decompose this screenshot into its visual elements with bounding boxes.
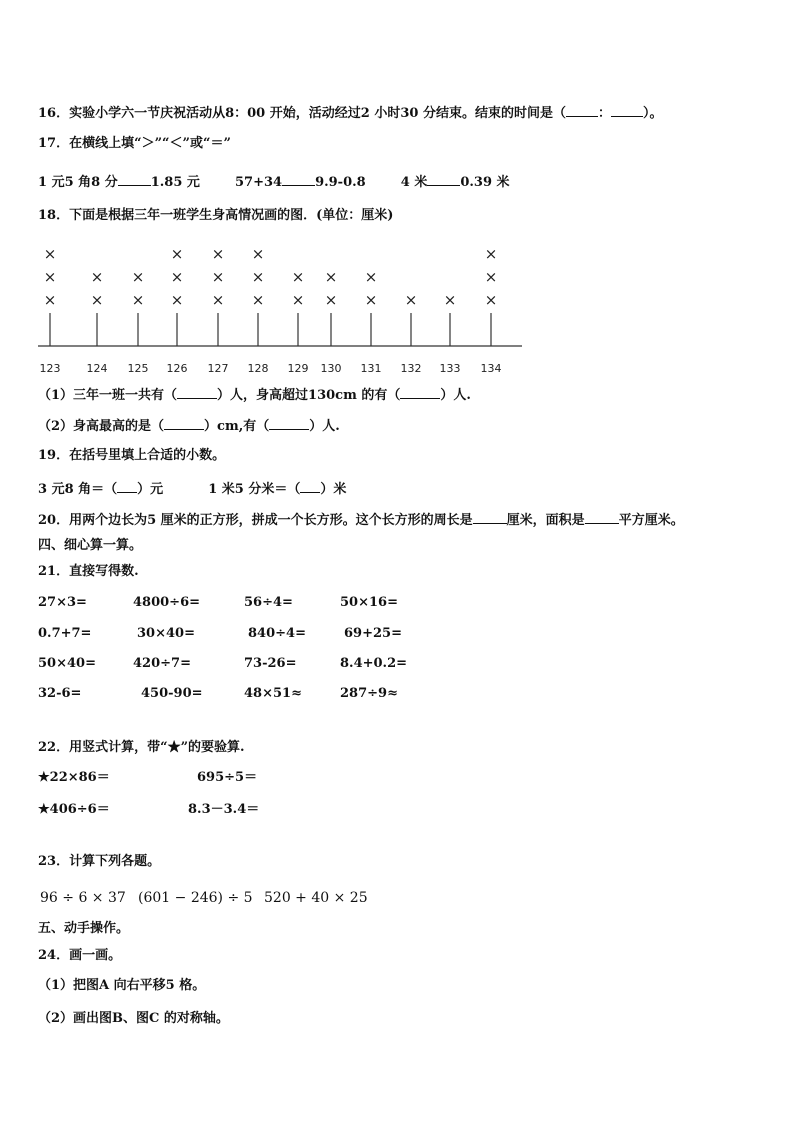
plot-cross-mark: × [291,268,305,286]
q16-sep: ： [597,106,611,121]
q19-b: 1 米5 分米＝（ [208,482,301,497]
q22-item-3: ★406÷6＝ [38,802,110,817]
q21-item: 0.7+7= [38,626,92,641]
q17-b-left: 57+34 [234,175,283,190]
q16-tail: ）。 [642,106,663,121]
q18-over130-blank[interactable] [400,385,440,399]
q18-count-blank[interactable] [269,416,309,430]
question-18-sub1 [38,385,471,405]
q17-c-left: 4 米 [400,175,428,190]
plot-cross-mark: × [443,291,457,309]
height-dot-plot [30,238,530,378]
question-24-sub1: （1）把图A 向右平移5 格。 [38,978,206,993]
q23-item-3: 520 + 40 × 25 [264,890,368,906]
q21-item: 287÷9≈ [340,686,398,701]
q21-item: 56÷4= [244,595,293,610]
q21-item: 420÷7= [133,656,191,671]
plot-cross-mark: × [43,291,57,309]
plot-cross-mark: × [484,268,498,286]
q17-a-left: 1 元5 角8 分 [38,175,118,190]
q18-sub2-a: （2）身高最高的是（ [38,419,165,434]
q21-item: 450-90= [141,686,203,701]
q19-a: 3 元8 角＝（ [38,482,118,497]
q17-a-right: 1.85 元 [150,175,200,190]
q19-b-unit: ）米 [320,482,347,497]
plot-tick-label: 124 [86,362,108,375]
q22-item-2: 695÷5＝ [197,770,258,785]
q21-item: 50×16= [340,595,398,610]
plot-cross-mark: × [251,268,265,286]
q16-text: 16．实验小学六一节庆祝活动从8：00 开始，活动经过2 小时30 分结束。结束的时间是（ [38,106,566,121]
plot-cross-mark: × [484,291,498,309]
section-5-heading: 五、动手操作。 [38,921,130,936]
q19-a-unit: ）元 [137,482,164,497]
plot-cross-mark: × [211,245,225,263]
plot-tick-label: 126 [166,362,188,375]
question-16 [38,103,662,123]
q21-item: 69+25= [344,626,402,641]
q23-item-1: 96 ÷ 6 × 37 [40,890,126,906]
plot-tick-label: 127 [207,362,229,375]
plot-cross-mark: × [324,268,338,286]
plot-tick-label: 125 [127,362,149,375]
q21-item: 27×3= [38,595,87,610]
q18-sub2-b: ）cm,有（ [204,419,270,434]
question-19-title: 19．在括号里填上合适的小数。 [38,448,226,463]
question-24-sub2: （2）画出图B、图C 的对称轴。 [38,1011,229,1026]
section-4-heading: 四、细心算一算。 [38,538,143,553]
q16-hour-blank[interactable] [566,103,598,117]
q21-item: 50×40= [38,656,96,671]
plot-tick-label: 131 [360,362,382,375]
q21-item: 48×51≈ [244,686,302,701]
question-18-title: 18．下面是根据三年一班学生身高情况画的图．(单位：厘米) [38,208,394,223]
q21-item: 8.4+0.2= [340,656,408,671]
plot-tick-label: 134 [480,362,502,375]
q20-a: 20．用两个边长为5 厘米的正方形，拼成一个长方形。这个长方形的周长是 [38,513,473,528]
plot-tick-label: 123 [39,362,61,375]
plot-cross-mark: × [170,291,184,309]
q17-b-right: 9.9-0.8 [315,175,366,190]
q23-item-2: (601 − 246) ÷ 5 [138,890,253,906]
plot-cross-mark: × [211,291,225,309]
q20-perimeter-blank[interactable] [473,510,507,524]
plot-cross-mark: × [404,291,418,309]
plot-cross-mark: × [364,268,378,286]
question-18-sub2 [38,416,340,436]
q18-sub1-c: ）人. [440,388,471,403]
plot-cross-mark: × [90,268,104,286]
question-24-title: 24．画一画。 [38,948,122,963]
plot-cross-mark: × [170,268,184,286]
plot-cross-mark: × [43,268,57,286]
q21-item: 4800÷6= [133,595,201,610]
question-20 [38,510,684,530]
plot-tick-label: 133 [439,362,461,375]
plot-cross-mark: × [324,291,338,309]
q21-item: 840÷4= [248,626,306,641]
q22-item-4: 8.3－3.4＝ [188,802,260,817]
q20-area-blank[interactable] [585,510,619,524]
plot-cross-mark: × [251,245,265,263]
plot-cross-mark: × [211,268,225,286]
plot-cross-mark: × [484,245,498,263]
question-22-title: 22．用竖式计算，带“★”的要验算. [38,740,245,755]
q18-sub1-b: ）人，身高超过130cm 的有（ [217,388,401,403]
question-19-items [38,479,346,499]
q18-total-blank[interactable] [177,385,217,399]
q17-c-blank[interactable] [427,172,460,186]
plot-tick-label: 130 [320,362,342,375]
question-17-title: 17．在横线上填“＞”“＜”或“＝” [38,136,231,151]
q22-item-1: ★22×86＝ [38,770,110,785]
q21-item: 32-6= [38,686,82,701]
q18-tallest-blank[interactable] [164,416,204,430]
q16-minute-blank[interactable] [611,103,643,117]
plot-cross-mark: × [131,268,145,286]
plot-cross-mark: × [251,291,265,309]
question-17-items [38,172,510,192]
plot-cross-mark: × [43,245,57,263]
q20-c: 平方厘米。 [618,513,684,528]
q21-item: 30×40= [137,626,195,641]
q21-item: 73-26= [244,656,297,671]
plot-cross-mark: × [170,245,184,263]
plot-tick-label: 128 [247,362,269,375]
question-23-title: 23．计算下列各题。 [38,854,161,869]
q17-a-blank[interactable] [118,172,151,186]
q17-c-right: 0.39 米 [460,175,510,190]
plot-cross-mark: × [291,291,305,309]
plot-marks [40,245,502,375]
plot-tick-label: 129 [287,362,309,375]
q20-b: 厘米，面积是 [506,513,585,528]
plot-cross-mark: × [131,291,145,309]
plot-tick-label: 132 [400,362,422,375]
q18-sub1-a: （1）三年一班一共有（ [38,388,178,403]
question-21-title: 21．直接写得数. [38,564,139,579]
q19-a-blank[interactable] [117,479,137,493]
q19-b-blank[interactable] [300,479,320,493]
q17-b-blank[interactable] [282,172,315,186]
plot-cross-mark: × [364,291,378,309]
q18-sub2-c: ）人. [309,419,340,434]
plot-cross-mark: × [90,291,104,309]
